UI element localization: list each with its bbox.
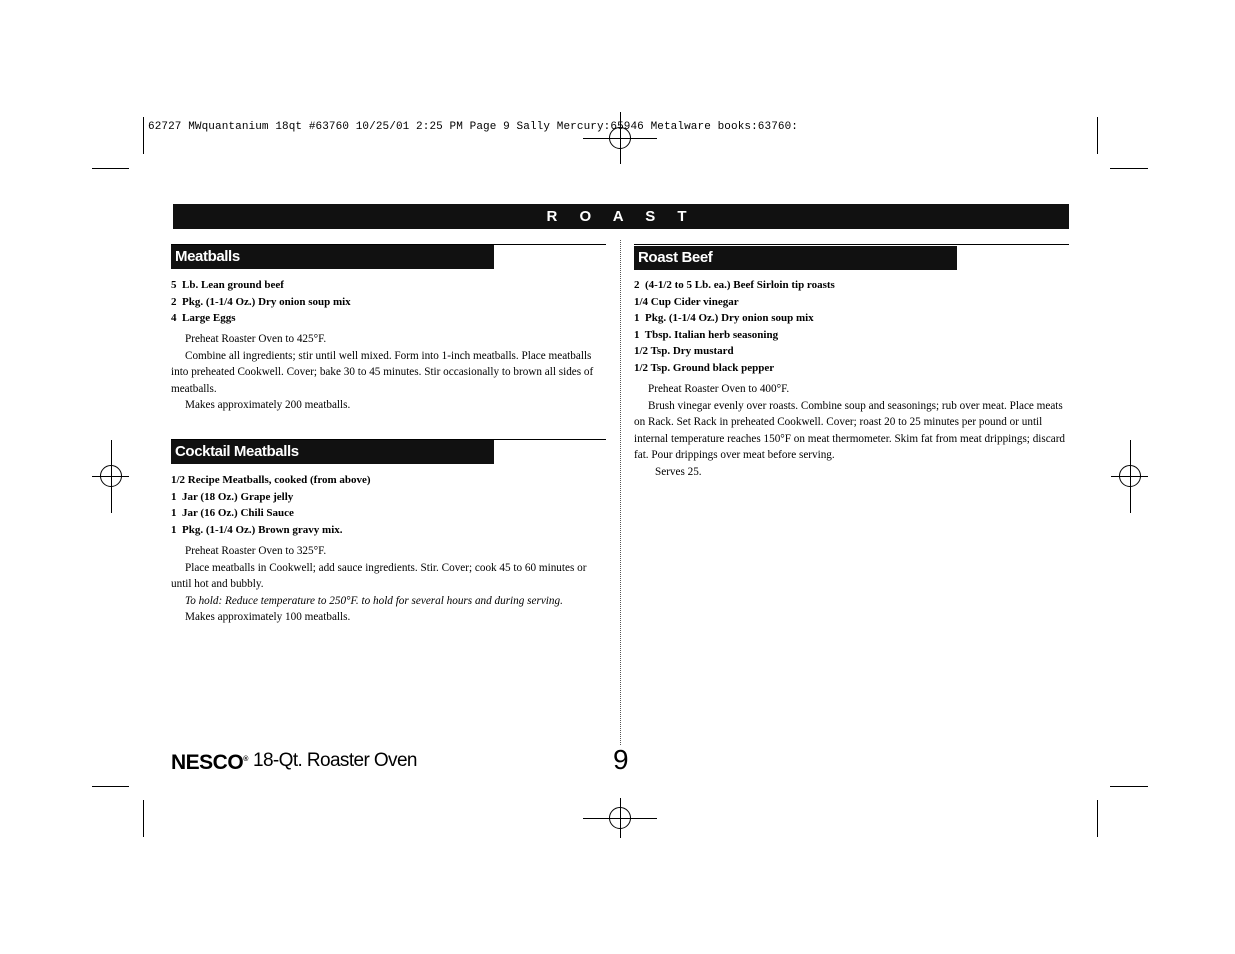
yield-note: Makes approximately 100 meatballs. [185,611,351,624]
ingredient: 2 Pkg. (1-1/4 Oz.) Dry onion soup mix [171,295,351,308]
product-name: 18-Qt. Roaster Oven [253,750,417,771]
section-banner: R O A S T [173,204,1069,229]
ingredient: 1/2 Tsp. Dry mustard [634,345,734,357]
instruction-step: Preheat Roaster Oven to 425°F. [185,333,327,345]
recipe-title-roast-beef: Roast Beef [634,246,957,270]
ingredient: 5 Lb. Lean ground beef [171,279,284,291]
ingredient: 1/2 Recipe Meatballs, cooked (from above) [171,474,371,486]
brand-name: NESCO [171,751,244,774]
ingredient: 2 (4-1/2 to 5 Lb. ea.) Beef Sirloin tip roasts [634,279,835,291]
instruction-step: Makes approximately 200 meatballs. [185,399,351,412]
print-slug: 62727 MWquantanium 18qt #63760 10/25/01 2:25 PM Page 9 Sally Mercury:65946 Metalware books:63760: [148,121,799,133]
crop-mark [1110,786,1148,787]
recipe-title-cocktail-meatballs: Cocktail Meatballs [171,440,494,464]
ingredient: 1/2 Tsp. Ground black pepper [634,361,775,374]
recipe-title-meatballs: Meatballs [171,245,494,269]
ingredient-list-cocktail-meatballs [171,472,601,538]
trademark-symbol: ® [243,756,248,763]
ingredient: 4 Large Eggs [171,312,236,324]
crop-mark [1110,168,1148,169]
ingredient: 1/4 Cup Cider vinegar [634,295,739,308]
instructions-cocktail-meatballs [171,543,601,626]
ingredient-list-roast-beef [634,277,1064,376]
instruction-step: Combine all ingredients; stir until well mixed. Form into 1-inch meatballs. Place meatballs into preheated Cookwell. Cover; bake 30 to 45 minutes. Stir occasionally to brown all sides of meatballs. [171,349,594,395]
instruction-step: Place meatballs in Cookwell; add sauce ingredients. Stir. Cover; cook 45 to 60 minutes or until hot and bubbly. [171,561,587,591]
ingredient: 1 Jar (18 Oz.) Grape jelly [171,490,294,503]
instructions-roast-beef [634,381,1066,481]
serves-note: Serves 25. [655,465,702,478]
ingredient: 1 Pkg. (1-1/4 Oz.) Dry onion soup mix [634,312,814,324]
section-rule [634,244,1069,245]
crop-mark [143,117,144,154]
instructions-meatballs [171,331,601,414]
crop-mark [143,800,144,837]
crop-mark [92,168,129,169]
ingredient: 1 Tbsp. Italian herb seasoning [634,328,779,341]
instruction-step: Preheat Roaster Oven to 400°F. [648,383,790,395]
column-divider [620,240,621,745]
ingredient-list-meatballs [171,277,601,327]
hold-note: To hold: Reduce temperature to 250°F. to hold for several hours and during serving. [185,594,563,607]
instruction-step: Preheat Roaster Oven to 325°F. [185,545,327,557]
crop-mark [92,786,129,787]
ingredient: 1 Pkg. (1-1/4 Oz.) Brown gravy mix. [171,523,343,536]
crop-mark [1097,117,1098,154]
ingredient: 1 Jar (16 Oz.) Chili Sauce [171,507,294,519]
page-number: 9 [613,744,629,775]
instruction-step: Brush vinegar evenly over roasts. Combine soup and seasonings; rub over meat. Place meats on Rack. Set Rack in preheated Cookwell. Cover; roast 20 to 25 minutes per pound or until internal temperature reaches 150°F on meat thermometer. Skim fat from meat drippings; discard fat. Pour drippings over meat before serving. [634,399,1066,462]
crop-mark [1097,800,1098,837]
nesco-logo [171,751,248,775]
